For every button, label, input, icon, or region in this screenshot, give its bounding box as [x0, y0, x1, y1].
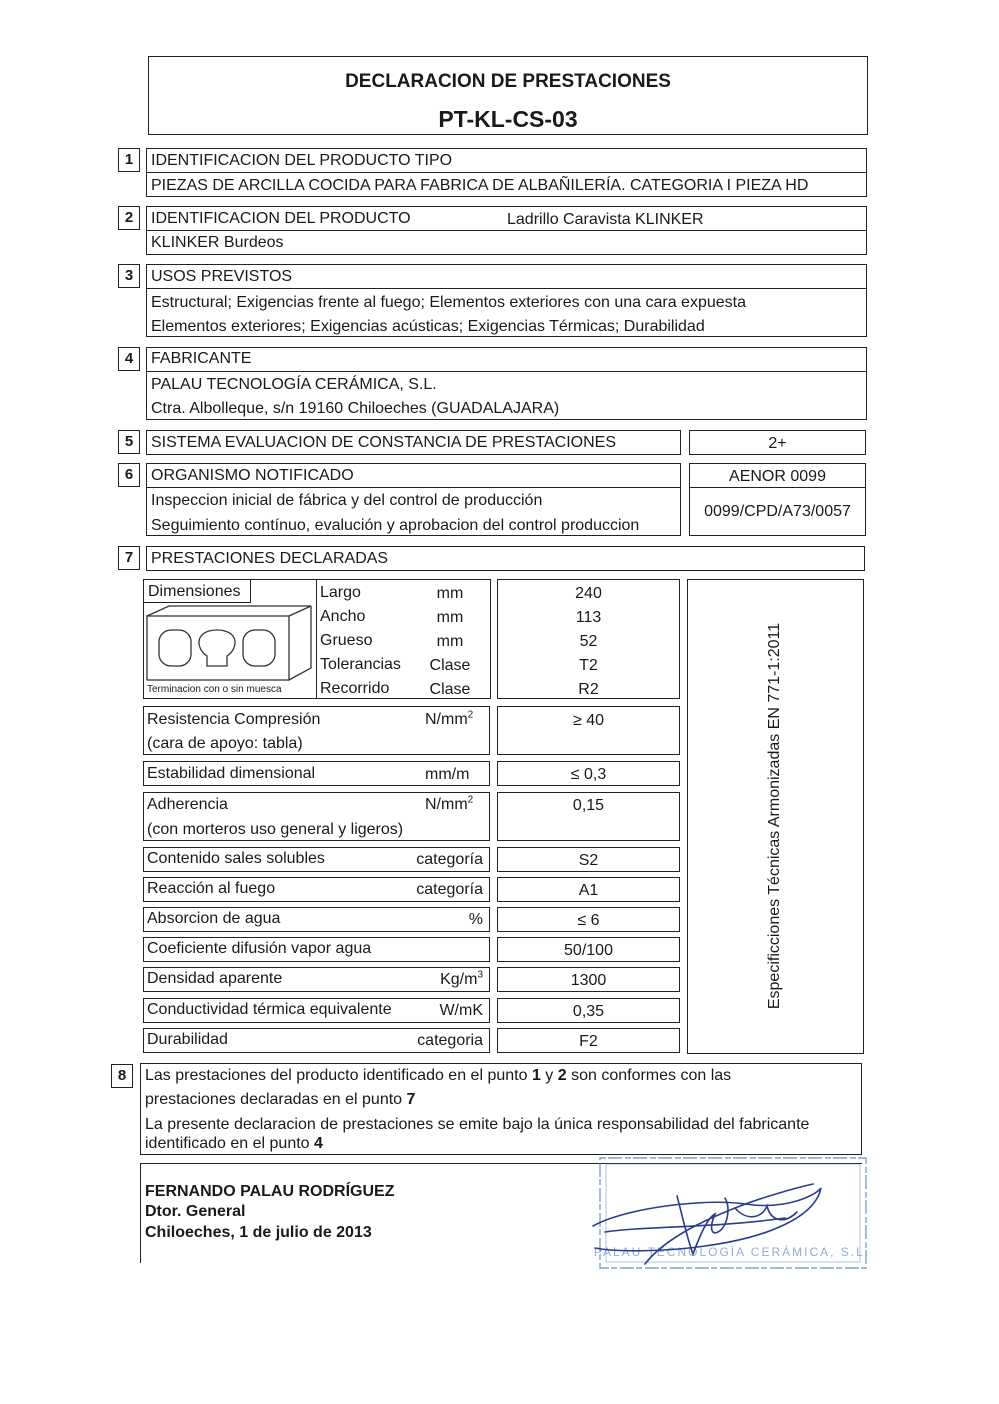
- section-2-value: KLINKER Burdeos: [151, 234, 284, 251]
- signatory-place-date: Chiloeches, 1 de julio de 2013: [145, 1224, 372, 1241]
- adherencia-unit-text: N/mm: [425, 796, 468, 813]
- dim-unit-1: mm: [436, 609, 464, 626]
- s8-l1d: 2: [557, 1067, 567, 1084]
- section-1-value: PIEZAS DE ARCILLA COCIDA PARA FABRICA DE ALBAÑILERÍA. CATEGORIA I PIEZA HD: [151, 177, 809, 194]
- handwritten-signature: [585, 1168, 835, 1278]
- section-1-number: 1: [118, 148, 140, 172]
- s8-l4b: 4: [314, 1135, 323, 1152]
- section-8-number: 8: [111, 1064, 133, 1088]
- dim-unit-0: mm: [436, 585, 464, 602]
- row-name-5: Conductividad térmica equivalente: [147, 1001, 392, 1018]
- row-unit-text-0: categoría: [416, 851, 483, 868]
- section-4-line-1: PALAU TECNOLOGÍA CERÁMICA, S.L.: [151, 376, 437, 393]
- dim-name-0: Largo: [320, 584, 361, 601]
- section-3-divider: [146, 288, 867, 289]
- s8-l2b: 7: [406, 1091, 416, 1108]
- spec-text: Especificciones Técnicas Armonizadas EN 771-1:2011: [766, 622, 783, 1010]
- section-5-number: 5: [118, 430, 140, 454]
- section-6-label: ORGANISMO NOTIFICADO: [151, 467, 354, 484]
- row-value-4: 1300: [570, 972, 607, 989]
- signatory-role: Dtor. General: [145, 1203, 246, 1220]
- dim-name-3: Tolerancias: [320, 656, 401, 673]
- section-7-number: 7: [118, 546, 140, 570]
- section-3-number: 3: [118, 264, 140, 288]
- section-1-label: IDENTIFICACION DEL PRODUCTO TIPO: [151, 152, 453, 169]
- row-name-1: Reacción al fuego: [147, 880, 276, 897]
- dim-value-2: 52: [579, 633, 598, 650]
- dimensions-label: Dimensiones: [148, 583, 241, 600]
- document-title: DECLARACION DE PRESTACIONES: [345, 71, 671, 92]
- dim-name-2: Grueso: [320, 632, 373, 649]
- row-name-0: Contenido sales solubles: [147, 850, 325, 867]
- row-unit-6: [383, 1032, 483, 1050]
- section-2-number: 2: [118, 206, 140, 230]
- s8-l1b: 1: [531, 1067, 541, 1084]
- row-name-3: Coeficiente difusión vapor agua: [147, 940, 372, 957]
- dimensions-label-separator: [250, 579, 251, 603]
- dim-value-3: T2: [579, 657, 598, 674]
- section-4-number: 4: [118, 347, 140, 371]
- brick-icon: [145, 604, 315, 684]
- document-code: PT-KL-CS-03: [438, 106, 578, 132]
- row-value-2: ≤ 6: [577, 912, 600, 929]
- section-2-extra: Ladrillo Caravista KLINKER: [507, 211, 704, 228]
- stamp-text: PALAU TECNOLOGÍA CERÁMICA, S.L.: [594, 1245, 871, 1259]
- resistencia-unit-text: N/mm: [425, 711, 468, 728]
- brick-caption: Terminacion con o sin muesca: [147, 684, 282, 695]
- estabilidad-value: ≤ 0,3: [570, 766, 607, 783]
- section-6-value-2: 0099/CPD/A73/0057: [704, 503, 851, 520]
- dim-name-4: Recorrido: [320, 680, 390, 697]
- section-3-line-2: Elementos exteriores; Exigencias acústicas; Exigencias Térmicas; Durabilidad: [151, 318, 705, 335]
- row-unit-text-2: %: [468, 911, 483, 928]
- row-unit-sup-4: 3: [477, 969, 483, 981]
- row-unit-1: [383, 881, 483, 899]
- row-unit-text-6: categoria: [417, 1032, 483, 1049]
- row-unit-text-1: categoría: [416, 881, 483, 898]
- section-4-label: FABRICANTE: [151, 350, 252, 367]
- resistencia-unit-sup: 2: [467, 709, 474, 721]
- section-1-divider: [146, 172, 867, 173]
- s8-l4a: identificado en el punto: [145, 1135, 315, 1152]
- s8-l1a: Las prestaciones del producto identificado en el punto: [145, 1067, 532, 1084]
- row-unit-5: [383, 1002, 483, 1020]
- dim-name-1: Ancho: [320, 608, 366, 625]
- section-6-line-1: Inspeccion inicial de fábrica y del control de producción: [151, 492, 543, 509]
- dim-unit-4: Clase: [429, 681, 471, 698]
- signatory-name: FERNANDO PALAU RODRÍGUEZ: [145, 1183, 395, 1200]
- section-6-value-divider: [689, 487, 866, 488]
- row-unit-2: [383, 911, 483, 929]
- row-value-3: 50/100: [564, 942, 613, 959]
- resistencia-name: Resistencia Compresión: [147, 711, 321, 728]
- section-8-line-4: [145, 1135, 323, 1153]
- section-8-line-3: La presente declaracion de prestaciones se emite bajo la única responsabilidad del fabricante: [145, 1116, 810, 1133]
- row-value-1: A1: [578, 882, 599, 899]
- row-value-5: 0,35: [572, 1003, 605, 1020]
- section-6-value-1: AENOR 0099: [729, 468, 826, 485]
- section-2-divider: [146, 230, 867, 231]
- section-6-number: 6: [118, 463, 140, 487]
- row-name-6: Durabilidad: [147, 1031, 228, 1048]
- section-4-divider: [146, 371, 867, 372]
- row-value-6: F2: [579, 1033, 598, 1050]
- section-2-label: IDENTIFICACION DEL PRODUCTO: [151, 210, 411, 227]
- row-name-2: Absorcion de agua: [147, 910, 281, 927]
- section-5-label: SISTEMA EVALUACION DE CONSTANCIA DE PRESTACIONES: [151, 434, 616, 451]
- adherencia-value: 0,15: [572, 797, 605, 814]
- estabilidad-unit: mm/m: [425, 766, 470, 783]
- section-3-label: USOS PREVISTOS: [151, 268, 293, 285]
- dim-value-0: 240: [575, 585, 602, 602]
- adherencia-name: Adherencia: [147, 796, 228, 813]
- adherencia-unit-sup: 2: [467, 794, 474, 806]
- section-3-line-1: Estructural; Exigencias frente al fuego; Elementos exteriores con una cara expuesta: [151, 294, 746, 311]
- section-7-label: PRESTACIONES DECLARADAS: [151, 550, 389, 567]
- adherencia-sub: (con morteros uso general y ligeros): [147, 821, 404, 838]
- section-4-line-2: Ctra. Albolleque, s/n 19160 Chiloeches (GUADALAJARA): [151, 400, 560, 417]
- resistencia-unit: [425, 711, 473, 729]
- s8-l2a: prestaciones declaradas en el punto: [145, 1091, 407, 1108]
- dim-unit-2: mm: [436, 633, 464, 650]
- s8-l1e: son conformes con las: [566, 1067, 732, 1084]
- dimensions-label-underline: [143, 602, 250, 603]
- section-6-line-2: Seguimiento contínuo, evalución y aprobacion del control produccion: [151, 517, 640, 534]
- section-8-line-2: [145, 1091, 415, 1109]
- row-value-0: S2: [578, 852, 599, 869]
- row-unit-text-4: Kg/m: [440, 971, 478, 988]
- estabilidad-name: Estabilidad dimensional: [147, 765, 316, 782]
- row-name-4: Densidad aparente: [147, 970, 283, 987]
- s8-l1c: y: [540, 1067, 558, 1084]
- section-6-divider: [146, 487, 681, 488]
- section-8-line-1: [145, 1067, 731, 1085]
- resistencia-sub: (cara de apoyo: tabla): [147, 735, 303, 752]
- dim-value-1: 113: [575, 609, 602, 626]
- resistencia-value: ≥ 40: [572, 712, 605, 729]
- adherencia-unit: [425, 796, 473, 814]
- dim-value-4: R2: [578, 681, 599, 698]
- row-unit-4: [383, 971, 483, 989]
- section-5-value: 2+: [768, 435, 787, 452]
- row-unit-0: [383, 851, 483, 869]
- dim-unit-3: Clase: [429, 657, 471, 674]
- row-unit-text-5: W/mK: [439, 1002, 483, 1019]
